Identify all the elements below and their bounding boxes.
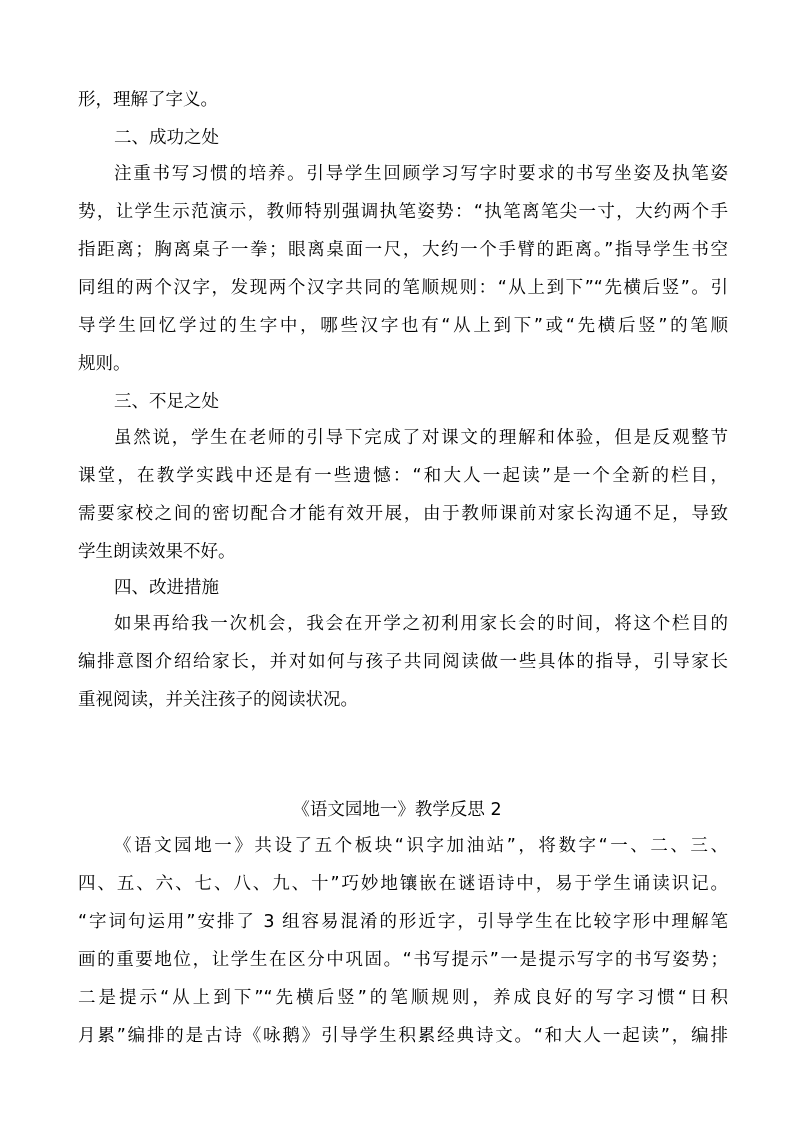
paragraph-line: 学生朗读效果不好。 (78, 542, 236, 562)
paragraph-line: 虽然说，学生在老师的引导下完成了对课文的理解和体验，但是反观整节 (114, 428, 728, 448)
section-heading-shortcomings: 三、不足之处 (114, 392, 219, 412)
paragraph-line: 如果再给我一次机会，我会在开学之初利用家长会的时间，将这个栏目的 (114, 614, 728, 634)
paragraph-line: 《语文园地一》共设了五个板块“识字加油站”，将数字“一、二、三、 (114, 836, 728, 856)
paragraph-line: 指距离；胸离桌子一拳；眼离桌面一尺，大约一个手臂的距离。”指导学生书空 (78, 240, 728, 260)
paragraph-line: 四、五、六、七、八、九、十”巧妙地镶嵌在谜语诗中，易于学生诵读识记。 (78, 874, 728, 894)
section-heading-improvements: 四、改进措施 (114, 578, 219, 598)
paragraph-line: 势，让学生示范演示，教师特别强调执笔姿势：“执笔离笔尖一寸，大约两个手 (78, 202, 728, 222)
paragraph-line: 编排意图介绍给家长，并对如何与孩子共同阅读做一些具体的指导，引导家长 (78, 652, 728, 672)
paragraph-line: 二是提示“从上到下”“先横后竖”的笔顺规则，养成良好的写字习惯“日积 (78, 988, 728, 1008)
section-heading-success: 二、成功之处 (114, 128, 219, 148)
paragraph-line: 形，理解了字义。 (78, 90, 218, 110)
paragraph-line: 规则。 (78, 354, 131, 374)
paragraph-line: “字词句运用”安排了 3 组容易混淆的形近字，引导学生在比较字形中理解笔 (78, 912, 728, 932)
paragraph-line: 画的重要地位，让学生在区分中巩固。“书写提示”一是提示写字的书写姿势； (78, 950, 728, 970)
paragraph-line: 课堂，在教学实践中还是有一些遗憾：“和大人一起读”是一个全新的栏目， (78, 466, 728, 486)
article-title: 《语文园地一》教学反思 2 (292, 800, 502, 820)
paragraph-line: 重视阅读，并关注孩子的阅读状况。 (78, 690, 358, 710)
paragraph-line: 导学生回忆学过的生字中，哪些汉字也有“从上到下”或“先横后竖”的笔顺 (78, 316, 728, 336)
paragraph-line: 需要家校之间的密切配合才能有效开展，由于教师课前对家长沟通不足，导致 (78, 504, 728, 524)
paragraph-line: 同组的两个汉字，发现两个汉字共同的笔顺规则：“从上到下”“先横后竖”。引 (78, 278, 728, 298)
paragraph-line: 月累”编排的是古诗《咏鹅》引导学生积累经典诗文。“和大人一起读”，编排 (78, 1026, 728, 1046)
paragraph-line: 注重书写习惯的培养。引导学生回顾学习写字时要求的书写坐姿及执笔姿 (114, 164, 728, 184)
